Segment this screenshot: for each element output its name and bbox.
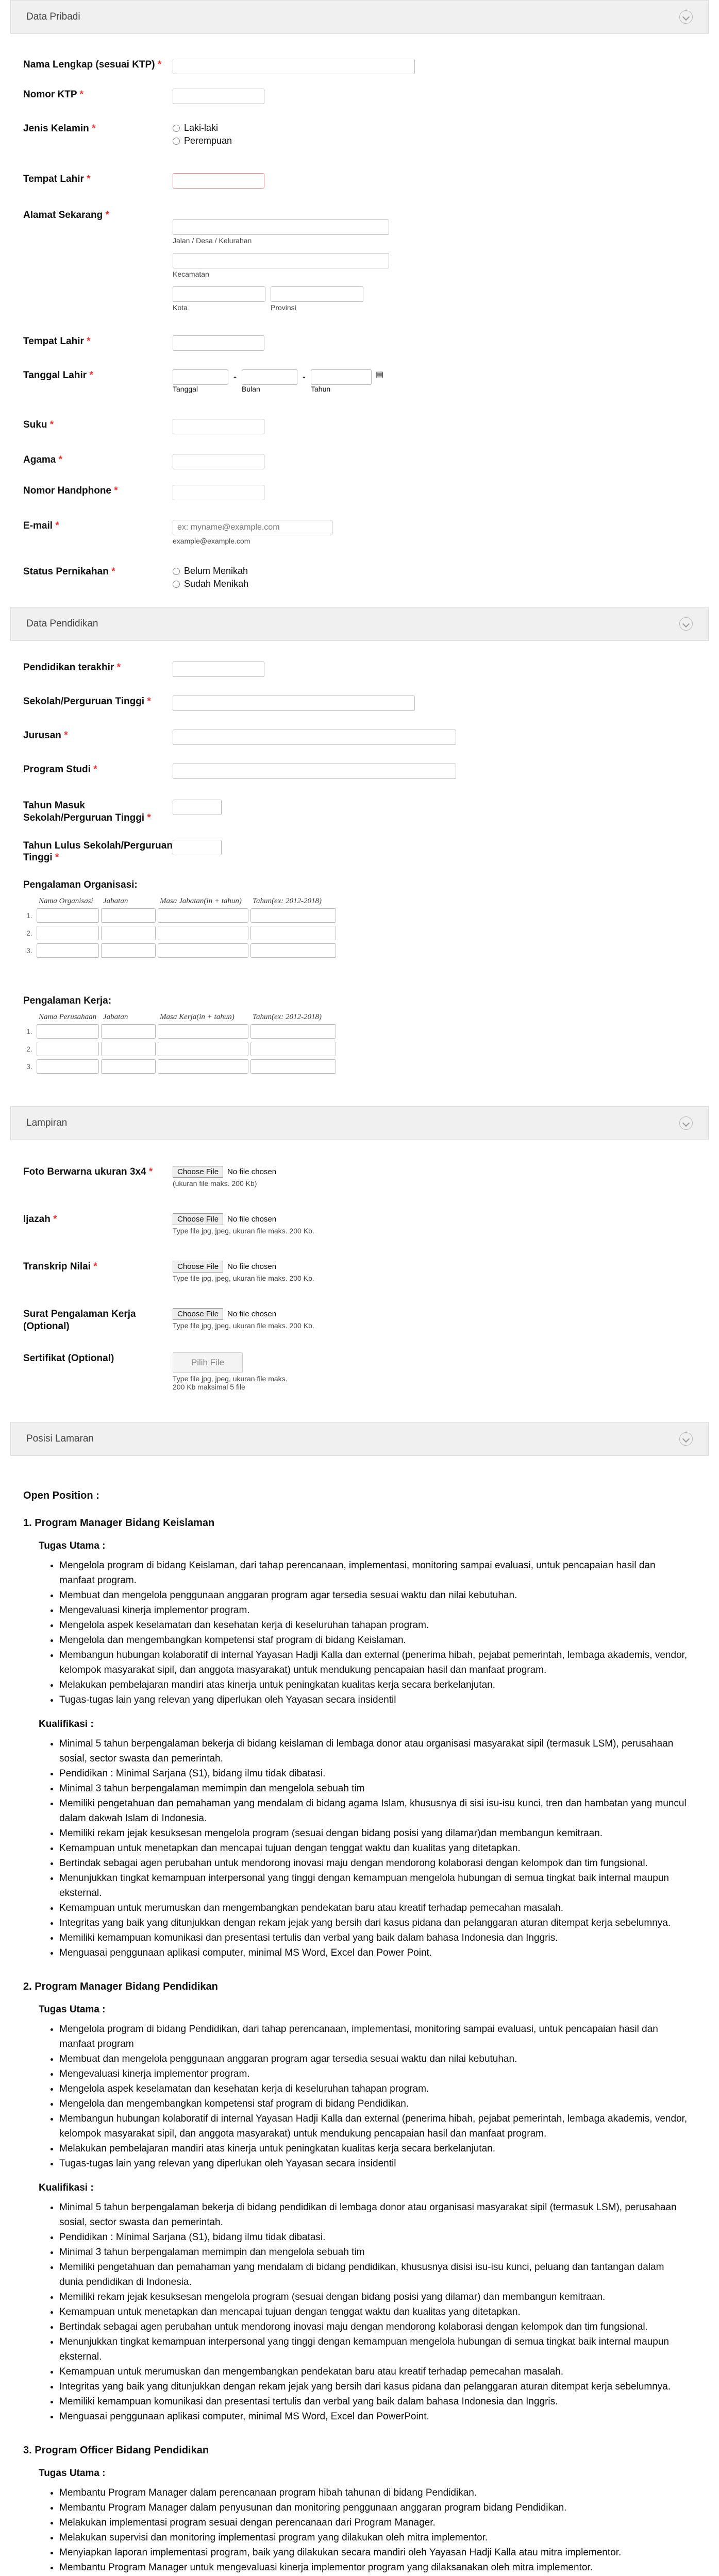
list-item: • Pendidikan : Minimal Sarjana (S1), bidang ilmu tidak dibatasi. xyxy=(59,1766,709,1781)
choose-file-button[interactable]: Choose File xyxy=(173,1213,223,1225)
bulan-input[interactable] xyxy=(242,369,297,385)
field-jurusan: Jurusan * xyxy=(10,730,709,745)
radio-belum-menikah[interactable]: Belum Menikah xyxy=(173,566,709,577)
kerja-title: Pengalaman Kerja: xyxy=(23,995,112,1006)
field-tahun-masuk: Tahun Masuk Sekolah/Perguruan Tinggi * xyxy=(10,800,709,824)
list-item: • Membantu Program Manager untuk mengevaluasi kinerja implementor program yang dilaksanakan oleh mitra implementor. xyxy=(59,2560,709,2575)
field-status: Status Pernikahan * Belum Menikah Sudah Menikah xyxy=(10,566,709,591)
prodi-input[interactable] xyxy=(173,764,456,779)
job-listing xyxy=(10,1490,709,2576)
list-item: • Bertindak sebagai agen perubahan untuk mendorong inovasi maju dengan mendorong kolaborasi dengan kelompok dan tim fungsional. xyxy=(59,1856,709,1871)
section-header-pribadi[interactable] xyxy=(10,0,709,34)
table-row: 2. xyxy=(23,1040,337,1058)
list-item: • Minimal 3 tahun berpengalaman memimpin dan mengelola sebuah tim xyxy=(59,2245,709,2260)
list-item: • Melakukan pembelajaran mandiri atas kinerja untuk peningkatan kualitas kerja secara berkelanjutan. xyxy=(59,2141,709,2156)
job-title: 1. Program Manager Bidang Keislaman xyxy=(23,1517,215,1529)
field-jenis-kelamin: Jenis Kelamin * Laki-laki Perempuan xyxy=(10,123,709,148)
list-item: • Kemampuan untuk menetapkan dan mencapai tujuan dengan tenggat waktu dan kualitas yang ditetapkan. xyxy=(59,1841,709,1856)
nama-input[interactable] xyxy=(173,59,415,74)
tempat-lahir-input[interactable] xyxy=(173,173,264,189)
org-table: Nama Organisasi Jabatan Masa Jabatan(in + tahun) Tahun(ex: 2012-2018) 1. 2. 3. xyxy=(23,896,337,959)
collapse-icon[interactable] xyxy=(679,1116,693,1130)
list-item: • Mengelola dan mengembangkan kompetensi staf program di bidang Keislaman. xyxy=(59,1633,709,1648)
field-sekolah: Sekolah/Perguruan Tinggi * xyxy=(10,696,709,711)
list-item: • Kemampuan untuk merumuskan dan mengembangkan pendekatan baru atau kreatif terhadap pemecahan masalah. xyxy=(59,2364,709,2379)
list-item: • Minimal 5 tahun berpengalaman bekerja di bidang pendidikan di lembaga donor atau organisasi masyarakat sipil (termasuk LSM), perusahaan sosial, sector swasta dan pemerintah. xyxy=(59,2200,709,2230)
list-item: • Mengelola program di bidang Keislaman, dari tahap perencanaan, implementasi, monitoring sampai evaluasi, untuk pencapaian hasil dan manfaat program. xyxy=(59,1558,709,1588)
collapse-icon[interactable] xyxy=(679,10,693,24)
collapse-icon[interactable] xyxy=(679,1432,693,1446)
list-item: • Melakukan pembelajaran mandiri atas kinerja untuk peningkatan kualitas kerja secara berkelanjutan. xyxy=(59,1677,709,1692)
field-tempat-lahir: Tempat Lahir * xyxy=(10,173,709,189)
table-row: 3. xyxy=(23,1058,337,1075)
tahun-masuk-input[interactable] xyxy=(173,800,222,815)
list-item: • Menguasai penggunaan aplikasi computer, minimal MS Word, Excel dan PowerPoint. xyxy=(59,2409,709,2424)
job-block xyxy=(23,1981,709,2424)
section-title: Posisi Lamaran xyxy=(26,1433,94,1444)
list-item: • Membantu Program Manager dalam penyusunan dan monitoring penggunaan anggaran program bidang Pendidikan. xyxy=(59,2500,709,2515)
kualifikasi-heading: Kualifikasi : xyxy=(39,2182,94,2193)
list-item: • Mengevaluasi kinerja implementor program. xyxy=(59,1603,709,1618)
list-item: • Tugas-tugas lain yang relevan yang diperlukan oleh Yayasan secara insidentil xyxy=(59,1692,709,1707)
org-title: Pengalaman Organisasi: xyxy=(23,879,138,890)
list-item: • Kemampuan untuk merumuskan dan mengembangkan pendekatan baru atau kreatif terhadap pemecahan masalah. xyxy=(59,1901,709,1916)
list-item: • Minimal 3 tahun berpengalaman memimpin dan mengelola sebuah tim xyxy=(59,1781,709,1796)
list-item: • Menyiapkan laporan implementasi program, baik yang dilakukan secara mandiri oleh Yayasan Hadji Kalla atau mitra implementor. xyxy=(59,2545,709,2560)
field-transkrip: Transkrip Nilai * Choose File No file chosen Type file jpg, jpeg, ukuran file maks. 200 Kb. xyxy=(23,1261,314,1282)
radio-perempuan[interactable]: Perempuan xyxy=(173,135,709,146)
job-block xyxy=(23,1517,709,1960)
job-title: 3. Program Officer Bidang Pendidikan xyxy=(23,2444,209,2456)
field-nama: Nama Lengkap (sesuai KTP) * xyxy=(10,59,709,74)
ktp-input[interactable] xyxy=(173,89,264,104)
table-row: 3. xyxy=(23,942,337,959)
field-tanggal-lahir: Tanggal Lahir * Tanggal - Bulan - Tahun ▤ xyxy=(23,370,384,393)
collapse-icon[interactable] xyxy=(679,617,693,631)
tahun-input[interactable] xyxy=(311,369,372,385)
kerja-table: Nama Perusahaan Jabatan Masa Kerja(in + tahun) Tahun(ex: 2012-2018) 1. 2. 3. xyxy=(23,1012,337,1075)
list-item: • Membuat dan mengelola penggunaan anggaran program agar tersedia sesuai waktu dan nilai kebutuhan. xyxy=(59,2052,709,2066)
list-item: • Mengelola aspek keselamatan dan kesehatan kerja di keseluruhan tahapan program. xyxy=(59,1618,709,1633)
field-tahun-lulus: Tahun Lulus Sekolah/Perguruan Tinggi * xyxy=(10,840,709,865)
list-item: • Membuat dan mengelola penggunaan anggaran program agar tersedia sesuai waktu dan nilai kebutuhan. xyxy=(59,1588,709,1603)
list-item: • Integritas yang baik yang ditunjukkan dengan rekam jejak yang bersih dari kasus pidana dan pelanggaran aturan ditempat kerja sebelumnya. xyxy=(59,2379,709,2394)
field-hp: Nomor Handphone * xyxy=(10,485,709,500)
field-pendidikan-terakhir: Pendidikan terakhir * xyxy=(10,662,709,677)
pilih-file-button[interactable]: Pilih File xyxy=(173,1352,243,1373)
section-header-posisi[interactable] xyxy=(10,1422,709,1456)
agama-input[interactable] xyxy=(173,454,264,469)
field-surat: Surat Pengalaman Kerja (Optional) Choose File No file chosen Type file jpg, jpeg, ukuran file maks. 200 Kb. xyxy=(23,1309,314,1332)
jalan-input[interactable] xyxy=(173,219,389,235)
tugas-heading: Tugas Utama : xyxy=(39,1540,106,1551)
list-item: • Memiliki rekam jejak kesuksesan mengelola program (sesuai dengan bidang posisi yang dilamar) dan membangun kemitraan. xyxy=(59,2290,709,2304)
field-prodi: Program Studi * xyxy=(10,764,709,779)
list-item: • Menunjukkan tingkat kemampuan interpersonal yang tinggi dengan kemampuan mengelola hubungan di semua tingkat baik internal maupun eksternal. xyxy=(59,2334,709,2364)
pendidikan-terakhir-input[interactable] xyxy=(173,662,264,677)
tempat-lahir-2-input[interactable] xyxy=(173,335,264,351)
choose-file-button[interactable]: Choose File xyxy=(173,1261,223,1273)
table-row: 1. xyxy=(23,907,337,924)
list-item: • Mengelola aspek keselamatan dan kesehatan kerja di keseluruhan tahapan program. xyxy=(59,2081,709,2096)
section-title: Lampiran xyxy=(26,1117,68,1128)
list-item: • Mengevaluasi kinerja implementor program. xyxy=(59,2066,709,2081)
list-item: • Pendidikan : Minimal Sarjana (S1), bidang ilmu tidak dibatasi. xyxy=(59,2230,709,2245)
list-item: • Kemampuan untuk menetapkan dan mencapai tujuan dengan tenggat waktu dan kualitas yang ditetapkan. xyxy=(59,2304,709,2319)
tugas-heading: Tugas Utama : xyxy=(39,2467,106,2479)
list-item: • Melakukan supervisi dan monitoring implementasi program yang dilakukan oleh mitra implementor. xyxy=(59,2530,709,2545)
kota-input[interactable] xyxy=(173,286,265,302)
list-item: • Bertindak sebagai agen perubahan untuk mendorong inovasi maju dengan mendorong kolaborasi dengan kelompok dan tim fungsional. xyxy=(59,2319,709,2334)
list-item: • Menguasai penggunaan aplikasi computer, minimal MS Word, Excel dan Power Point. xyxy=(59,1945,709,1960)
field-suku: Suku * xyxy=(10,419,709,434)
list-item: • Memiliki pengetahuan dan pemahaman yang mendalam di bidang pendidikan, khususnya disisi isu-isu kunci, peluang dan tantangan dalam dunia pendidikan di Indonesia. xyxy=(59,2260,709,2290)
list-item: • Membangun hubungan kolaboratif di internal Yayasan Hadji Kalla dan external (penerima hibah, pejabat pemerintah, lembaga akademis, vendor, kelompok masyarakat sipil, dan anggota masyarakat) untuk mendukung pencapaian hasil dan manfaat program. xyxy=(59,1648,709,1677)
list-item: • Integritas yang baik yang ditunjukkan dengan rekam jejak yang bersih dari kasus pidana dan pelanggaran aturan ditempat kerja sebelumnya. xyxy=(59,1916,709,1930)
choose-file-button[interactable]: Choose File xyxy=(173,1166,223,1178)
list-item: • Menunjukkan tingkat kemampuan interpersonal yang tinggi dengan kemampuan mengelola hubungan di semua tingkat baik internal maupun eksternal. xyxy=(59,1871,709,1901)
field-agama: Agama * xyxy=(10,454,709,469)
section-title: Data Pendidikan xyxy=(26,618,98,629)
radio-sudah-menikah[interactable]: Sudah Menikah xyxy=(173,579,709,589)
suku-input[interactable] xyxy=(173,419,264,434)
field-sertifikat: Sertifikat (Optional) Pilih File Type file jpg, jpeg, ukuran file maks. 200 Kb maksimal 5 file xyxy=(23,1352,288,1391)
list-item: • Mengelola program di bidang Pendidikan, dari tahap perencanaan, implementasi, monitoring sampai evaluasi, untuk pencapaian hasil dan manfaat program xyxy=(59,2022,709,2052)
field-foto: Foto Berwarna ukuran 3x4 * Choose File No file chosen (ukuran file maks. 200 Kb) xyxy=(23,1166,277,1188)
field-ktp: Nomor KTP * xyxy=(10,89,709,104)
open-position-title: Open Position : xyxy=(23,1489,99,1501)
section-title: Data Pribadi xyxy=(26,11,80,22)
tanggal-input[interactable] xyxy=(173,369,228,385)
section-header-lampiran[interactable] xyxy=(10,1106,709,1140)
list-item: • Melakukan implementasi program sesuai dengan perencanaan dari Program Manager. xyxy=(59,2515,709,2530)
tugas-heading: Tugas Utama : xyxy=(39,2004,106,2015)
job-title: 2. Program Manager Bidang Pendidikan xyxy=(23,1980,218,1992)
kecamatan-input[interactable] xyxy=(173,253,389,268)
table-row: 1. xyxy=(23,1023,337,1040)
field-email: E-mail * ex: myname@example.com example@example.com xyxy=(10,520,709,545)
jurusan-input[interactable] xyxy=(173,730,456,745)
list-item: • Memiliki rekam jejak kesuksesan mengelola program (sesuai dengan bidang posisi yang dilamar)dan membangun kemitraan. xyxy=(59,1826,709,1841)
list-item: • Memiliki pengetahuan dan pemahaman yang mendalam di bidang agama Islam, khususnya di sisi isu-isu kunci, tren dan hambatan yang muncul dalam dakwah Islam di Indonesia. xyxy=(59,1796,709,1826)
email-input[interactable] xyxy=(173,520,332,535)
calendar-icon[interactable]: ▤ xyxy=(376,370,384,379)
radio-laki[interactable]: Laki-laki xyxy=(173,123,709,133)
kualifikasi-heading: Kualifikasi : xyxy=(39,1718,94,1730)
field-tempat-lahir-2: Tempat Lahir * xyxy=(10,335,709,351)
section-header-pendidikan[interactable] xyxy=(10,607,709,641)
list-item: • Memiliki kemampuan komunikasi dan presentasi tertulis dan verbal yang baik dalam bahasa Indonesia dan Inggris. xyxy=(59,2394,709,2409)
list-item: • Tugas-tugas lain yang relevan yang diperlukan oleh Yayasan secara insidentil xyxy=(59,2156,709,2171)
provinsi-input[interactable] xyxy=(271,286,363,302)
job-block xyxy=(23,2445,709,2576)
choose-file-button[interactable]: Choose File xyxy=(173,1308,223,1320)
list-item: • Mengelola dan mengembangkan kompetensi staf program di bidang Pendidikan. xyxy=(59,2096,709,2111)
field-ijazah: Ijazah * Choose File No file chosen Type file jpg, jpeg, ukuran file maks. 200 Kb. xyxy=(23,1214,314,1235)
list-item: • Membantu Program Manager dalam perencanaan program hibah tahunan di bidang Pendidikan. xyxy=(59,2485,709,2500)
table-row: 2. xyxy=(23,924,337,942)
list-item: • Membangun hubungan kolaboratif di internal Yayasan Hadji Kalla dan external (penerima hibah, pejabat pemerintah, lembaga akademis, vendor, kelompok masyarakat sipil, dan anggota masyarakat) untuk mendukung pencapaian hasil dan manfaat program. xyxy=(59,2111,709,2141)
sekolah-input[interactable] xyxy=(173,696,415,711)
tahun-lulus-input[interactable] xyxy=(173,840,222,855)
list-item: • Minimal 5 tahun berpengalaman bekerja di bidang keislaman di lembaga donor atau organisasi masyarakat sipil (termasuk LSM), perusahaan sosial, sector swasta dan pemerintah. xyxy=(59,1736,709,1766)
hp-input[interactable] xyxy=(173,485,264,500)
list-item: • Memiliki kemampuan komunikasi dan presentasi tertulis dan verbal yang baik dalam bahasa Indonesia dan Inggris. xyxy=(59,1930,709,1945)
field-alamat: Alamat Sekarang * Jalan / Desa / Kelurahan Kecamatan Kota Provinsi xyxy=(10,209,709,312)
